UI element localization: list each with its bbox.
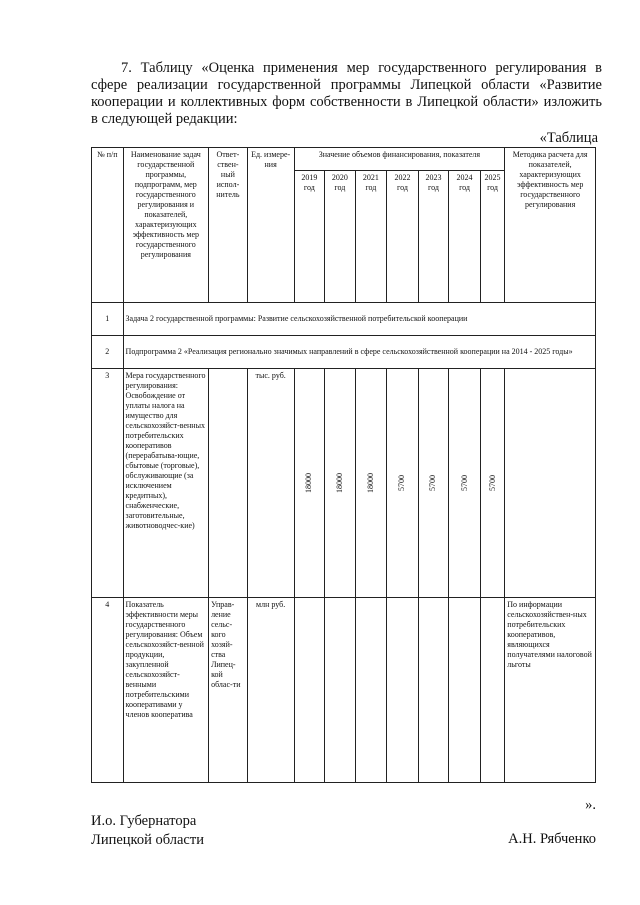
value-cell — [387, 369, 419, 598]
value-cell — [418, 598, 449, 783]
closing-mark: ». — [585, 797, 596, 813]
table-row — [92, 369, 596, 598]
header-responsible: Ответ-ствен-ный испол-нитель — [209, 148, 248, 303]
header-year: 2023 год — [418, 171, 449, 303]
signature-title — [91, 812, 204, 850]
value-2021: 18000 — [365, 473, 375, 493]
value-2019: 18000 — [304, 473, 314, 493]
row-name: Показатель эффективности меры государственного регулирования: Объем сельскохозяйст-венной продукции, закупленной сельскохозяйст-венными потребительскими кооперативами у членов кооператива — [123, 598, 209, 783]
value-2022: 5700 — [397, 475, 407, 491]
value-cell — [294, 598, 325, 783]
row-unit: млн руб. — [247, 598, 294, 783]
value-cell — [387, 598, 419, 783]
row-name: Мера государственного регулирования: Освобождение от уплаты налога на имущество для сельскохозяйст-венных потребительских кооперативов (перерабатыва-ющие, сбытовые (торговые), обслуживающие (за исключением кредитных), снабженческие, заготовительные, животноводчес-кие) — [123, 369, 209, 598]
signature-line2: Липецкой области — [91, 832, 204, 848]
row-num: 1 — [92, 303, 124, 336]
header-year: 2022 год — [387, 171, 419, 303]
value-cell — [449, 598, 481, 783]
header-financing: Значение объемов финансирования, показателя — [294, 148, 505, 171]
value-2024: 5700 — [459, 475, 469, 491]
value-2023: 5700 — [428, 475, 438, 491]
row-text: Задача 2 государственной программы: Развитие сельскохозяйственной потребительской кооперации — [123, 303, 595, 336]
value-cell — [294, 369, 325, 598]
table-row — [92, 336, 596, 369]
table-caption: «Таблица — [539, 130, 598, 146]
value-cell — [480, 369, 504, 598]
regulation-table — [91, 147, 596, 783]
header-year: 2025 год — [480, 171, 504, 303]
row-responsible: Управ-ление сельс-кого хозяй-ства Липец-кой облас-ти — [209, 598, 248, 783]
value-cell — [355, 369, 387, 598]
row-num: 4 — [92, 598, 124, 783]
value-2025: 5700 — [487, 475, 497, 491]
row-text: Подпрограмма 2 «Реализация регионально значимых направлений в сфере сельскохозяйственной кооперации на 2014 - 2025 годы» — [123, 336, 595, 369]
signature-name: А.Н. Рябченко — [508, 831, 596, 847]
header-name: Наименование задач государственной программы, подпрограмм, мер государственного регулирования и показателей, характеризующих эффективность мер государственного регулирования — [123, 148, 209, 303]
header-year: 2024 год — [449, 171, 481, 303]
table-row — [92, 598, 596, 783]
row-method: По информации сельскохозяйствен-ных потребительских кооперативов, являющихся получателями налоговой льготы — [505, 598, 596, 783]
row-num: 3 — [92, 369, 124, 598]
value-cell — [355, 598, 387, 783]
row-num: 2 — [92, 336, 124, 369]
header-row — [92, 148, 596, 171]
row-unit: тыс. руб. — [247, 369, 294, 598]
value-2020: 18000 — [334, 473, 344, 493]
intro-paragraph: 7. Таблицу «Оценка применения мер государственного регулирования в сфере реализации государственной программы Липецкой области «Развитие кооперации и коллективных форм собственности в Липецкой области» изложить в следующей редакции: — [91, 60, 602, 127]
row-method — [505, 369, 596, 598]
row-responsible — [209, 369, 248, 598]
value-cell — [418, 369, 449, 598]
header-method: Методика расчета для показателей, характеризующих эффективность мер государственного регулирования — [505, 148, 596, 303]
signature-line1: И.о. Губернатора — [91, 813, 197, 829]
value-cell — [449, 369, 481, 598]
header-year: 2020 год — [325, 171, 356, 303]
value-cell — [325, 369, 356, 598]
header-year: 2019 год — [294, 171, 325, 303]
value-cell — [480, 598, 504, 783]
header-year: 2021 год — [355, 171, 387, 303]
header-unit: Ед. измере-ния — [247, 148, 294, 303]
header-num: № п/п — [92, 148, 124, 303]
value-cell — [325, 598, 356, 783]
table-row — [92, 303, 596, 336]
